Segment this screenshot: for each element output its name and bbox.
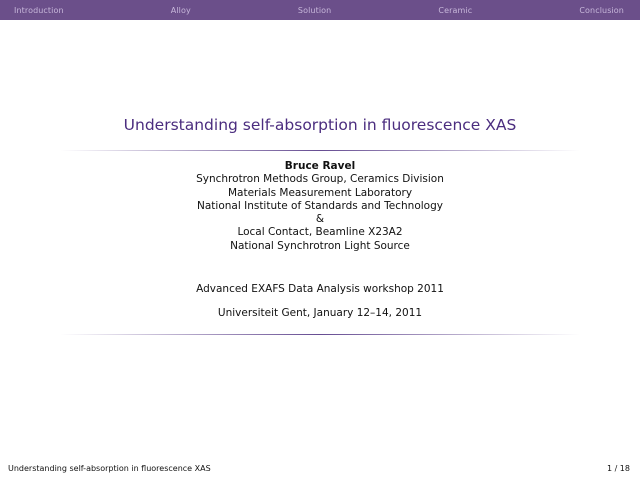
author-name: Bruce Ravel xyxy=(284,160,356,172)
title-divider-bottom xyxy=(60,334,580,335)
author-block xyxy=(0,160,640,253)
affiliation-separator: & xyxy=(315,213,325,226)
page-counter: 1 / 18 xyxy=(606,464,630,473)
affiliation-beamline: Local Contact, Beamline X23A2 xyxy=(237,226,403,239)
section-navigation-bar xyxy=(0,0,640,20)
affiliation-group: Synchrotron Methods Group, Ceramics Division xyxy=(196,173,444,186)
nav-item-ceramic[interactable]: Ceramic xyxy=(438,5,473,15)
event-place-date: Universiteit Gent, January 12–14, 2011 xyxy=(217,307,423,319)
nav-item-introduction[interactable]: Introduction xyxy=(14,5,64,15)
footer-short-title: Understanding self-absorption in fluorescence XAS xyxy=(8,464,211,473)
slide-title: Understanding self-absorption in fluorescence XAS xyxy=(123,116,517,134)
nav-item-conclusion[interactable]: Conclusion xyxy=(579,5,624,15)
affiliation-institute: National Institute of Standards and Technology xyxy=(197,199,443,212)
affiliation-facility: National Synchrotron Light Source xyxy=(230,239,410,252)
affiliation-laboratory: Materials Measurement Laboratory xyxy=(227,186,413,199)
title-divider-top xyxy=(60,150,580,151)
event-name: Advanced EXAFS Data Analysis workshop 2011 xyxy=(196,283,444,295)
nav-item-alloy[interactable]: Alloy xyxy=(170,5,191,15)
nav-item-solution[interactable]: Solution xyxy=(297,5,332,15)
